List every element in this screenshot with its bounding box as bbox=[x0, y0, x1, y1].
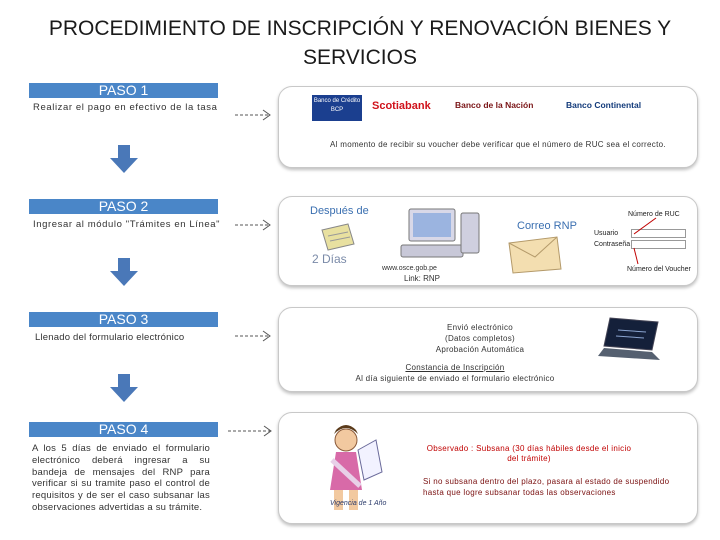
step-3-text: Llenado del formulario electrónico bbox=[35, 332, 185, 343]
dashed-arrow-icon bbox=[235, 109, 275, 121]
website-label: www.osce.gob.pe bbox=[382, 265, 437, 272]
vigencia-sash: Vigencia de 1 Año bbox=[330, 500, 387, 507]
dashed-arrow-icon bbox=[228, 424, 276, 438]
down-arrow-icon bbox=[110, 374, 138, 402]
step-1-text: Realizar el pago en efectivo de la tasa bbox=[33, 102, 218, 113]
observado-text: Observado : Subsana (30 días hábiles desde el inicio del trámite) bbox=[426, 444, 632, 463]
numero-ruc-label: Número de RUC bbox=[628, 211, 680, 218]
laptop-icon bbox=[596, 316, 666, 362]
dashed-arrow-icon bbox=[235, 219, 275, 231]
scotiabank-logo: Scotiabank bbox=[372, 100, 431, 112]
step-1-note: Al momento de recibir su voucher debe verificar que el número de RUC sea el correcto. bbox=[330, 140, 666, 149]
down-arrow-icon bbox=[110, 258, 138, 286]
despues-de-label: Después de bbox=[310, 205, 369, 217]
banco-nacion-logo: Banco de la Nación bbox=[455, 100, 534, 110]
connector-1 bbox=[235, 115, 275, 116]
link-rnp-label: Link: RNP bbox=[404, 274, 441, 283]
constancia-title: Constancia de Inscripción bbox=[405, 363, 505, 372]
envio-label: Envió electrónico bbox=[446, 323, 514, 332]
bcp-logo: Banco de Crédito BCP bbox=[312, 95, 362, 121]
datos-label: (Datos completos) bbox=[444, 334, 515, 343]
page-title: PROCEDIMIENTO DE INSCRIPCIÓN Y RENOVACIÓN BIENES Y SERVICIOS bbox=[48, 17, 672, 69]
contrasena-label: Contraseña bbox=[594, 241, 631, 248]
constancia-text: Al día siguiente de enviado el formulario electrónico bbox=[355, 374, 555, 383]
calendar-icon bbox=[318, 222, 358, 252]
usuario-label: Usuario bbox=[594, 230, 619, 237]
step-2-label: PASO 2 bbox=[29, 199, 218, 214]
step-4-text: A los 5 días de enviado el formulario electrónico deberá ingresar a su bandeja de mensajes del RNP para verificar si su tramite paso el control de requisitos y de ser el caso subsanar las observaciones advertidas a su trámite. bbox=[32, 443, 210, 513]
step-1-label: PASO 1 bbox=[29, 83, 218, 98]
dos-dias-label: 2 Días bbox=[312, 252, 347, 266]
envelope-icon bbox=[505, 235, 563, 275]
aprobacion-label: Aprobación Automática bbox=[435, 345, 525, 354]
no-subsana-text: Si no subsana dentro del plazo, pasara al estado de suspendido hasta que logre subsanar todas las observaciones bbox=[423, 477, 670, 497]
correo-rnp-label: Correo RNP bbox=[517, 220, 577, 232]
banco-continental-logo: Banco Continental bbox=[566, 100, 642, 110]
step-4-label: PASO 4 bbox=[29, 422, 218, 437]
computer-icon bbox=[395, 205, 485, 267]
dashed-arrow-icon bbox=[235, 330, 275, 342]
down-arrow-icon bbox=[110, 145, 138, 173]
numero-voucher-label: Número del Voucher bbox=[627, 266, 691, 273]
constancia-block bbox=[330, 362, 580, 384]
envio-block bbox=[380, 322, 580, 355]
red-arrows-icon bbox=[630, 212, 660, 272]
step-3-label: PASO 3 bbox=[29, 312, 218, 327]
step-2-text: Ingresar al módulo "Trámites en Línea" bbox=[33, 219, 221, 230]
